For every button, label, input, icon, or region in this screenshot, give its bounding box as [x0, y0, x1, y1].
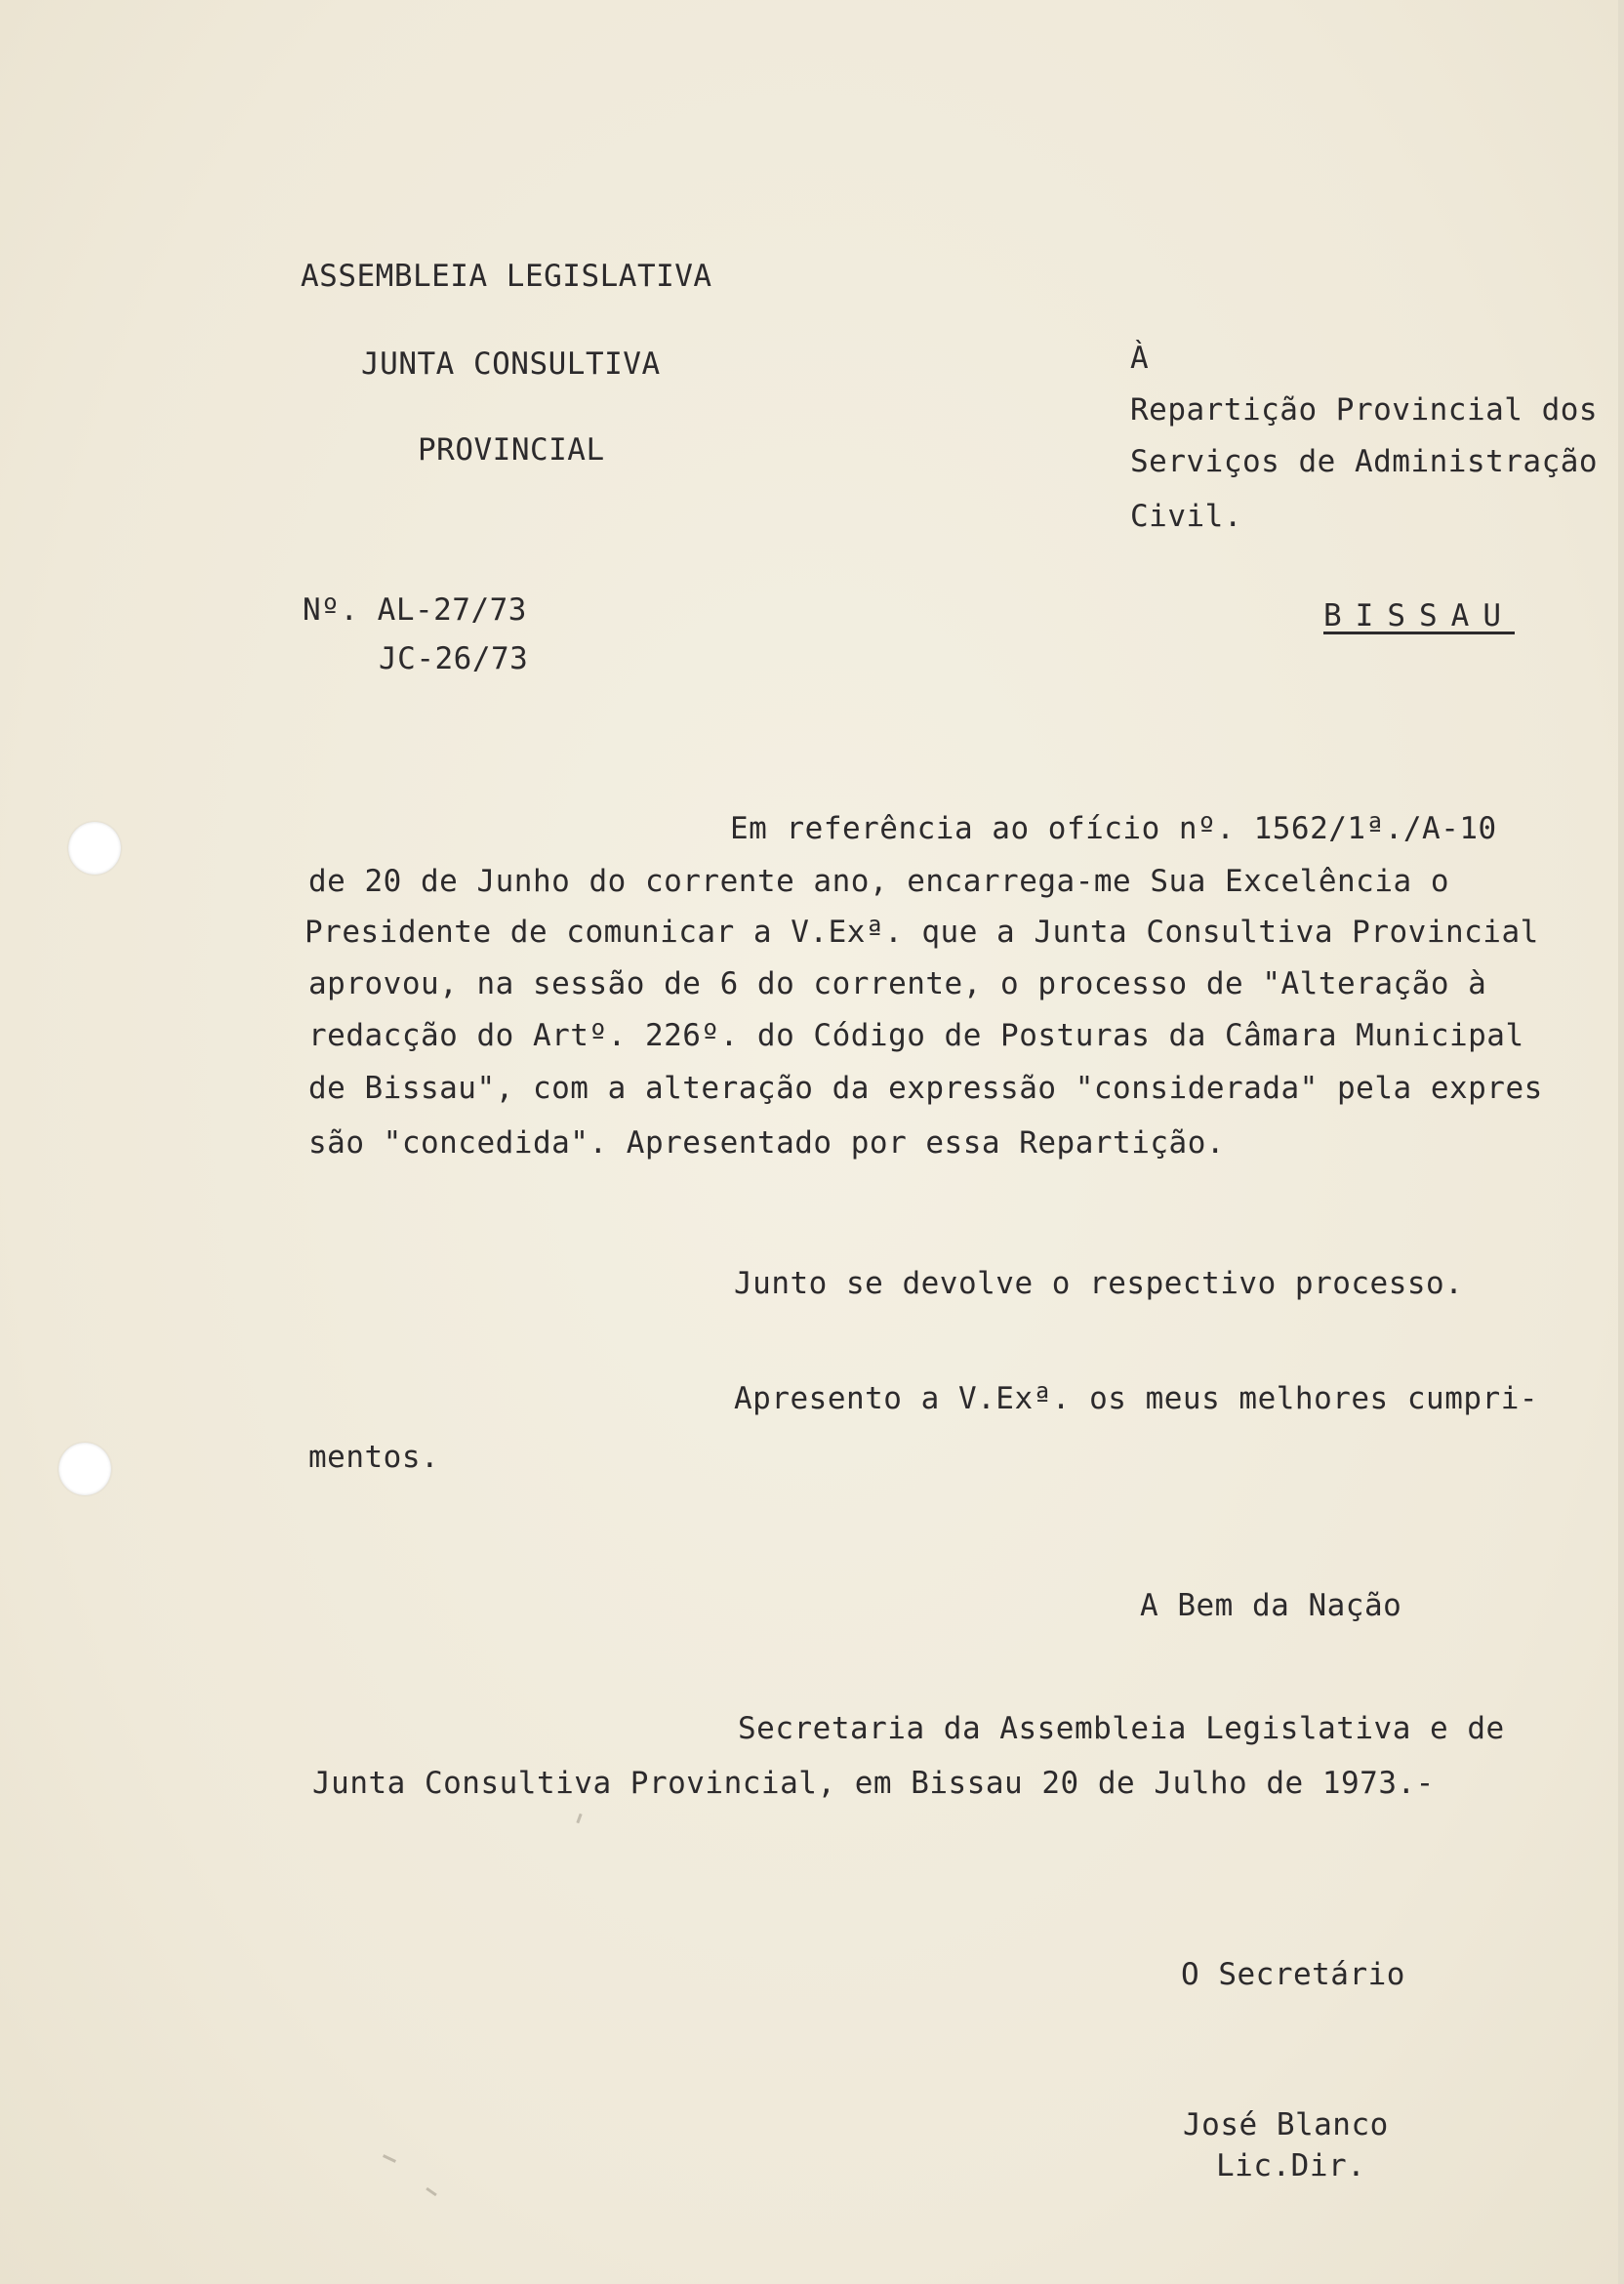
- punch-hole-bottom: [59, 1443, 111, 1495]
- paper-mark: [383, 2154, 396, 2163]
- body-p1-line2: de 20 de Junho do corrente ano, encarrega-me Sua Excelência o: [308, 864, 1449, 899]
- recipient-line3: Civil.: [1130, 499, 1242, 534]
- recipient-line1: Repartição Provincial dos: [1130, 392, 1599, 428]
- recipient-prefix: À: [1130, 341, 1150, 376]
- closing-salutation: A Bem da Nação: [1140, 1588, 1402, 1623]
- recipient-line2: Serviços de Administração: [1130, 444, 1599, 479]
- reference-number-jc: JC-26/73: [379, 641, 529, 676]
- org-name-line2: JUNTA CONSULTIVA: [361, 347, 661, 382]
- recipient-city: BISSAU: [1323, 598, 1515, 633]
- body-p3-line1: Apresento a V.Exª. os meus melhores cumpri-: [734, 1381, 1539, 1416]
- signer-name: José Blanco: [1183, 2107, 1389, 2142]
- body-p1-line6: de Bissau", com a alteração da expressão "considerada" pela expres: [308, 1071, 1543, 1106]
- paper-mark: [576, 1814, 582, 1823]
- signer-title: O Secretário: [1181, 1957, 1405, 1992]
- body-p3-line2: mentos.: [308, 1440, 440, 1475]
- place-date-line2: Junta Consultiva Provincial, em Bissau 20 de Julho de 1973.-: [312, 1766, 1435, 1801]
- body-p1-line1: Em referência ao ofício nº. 1562/1ª./A-10: [730, 811, 1497, 846]
- org-name-line3: PROVINCIAL: [418, 432, 605, 468]
- body-p1-line5: redacção do Artº. 226º. do Código de Posturas da Câmara Municipal: [308, 1018, 1524, 1053]
- signer-credentials: Lic.Dir.: [1216, 2148, 1366, 2183]
- paper-mark: [426, 2187, 437, 2196]
- punch-hole-top: [68, 822, 121, 875]
- body-p1-line3: Presidente de comunicar a V.Exª. que a Junta Consultiva Provincial: [304, 915, 1539, 950]
- reference-number-al: Nº. AL-27/73: [303, 592, 527, 628]
- body-p1-line4: aprovou, na sessão de 6 do corrente, o processo de "Alteração à: [308, 966, 1487, 1001]
- body-p2: Junto se devolve o respectivo processo.: [734, 1266, 1464, 1301]
- body-p1-line7: são "concedida". Apresentado por essa Repartição.: [308, 1125, 1226, 1161]
- place-date-line1: Secretaria da Assembleia Legislativa e de: [738, 1711, 1505, 1746]
- paper-edge: [1618, 0, 1624, 2284]
- org-name-line1: ASSEMBLEIA LEGISLATIVA: [301, 259, 712, 294]
